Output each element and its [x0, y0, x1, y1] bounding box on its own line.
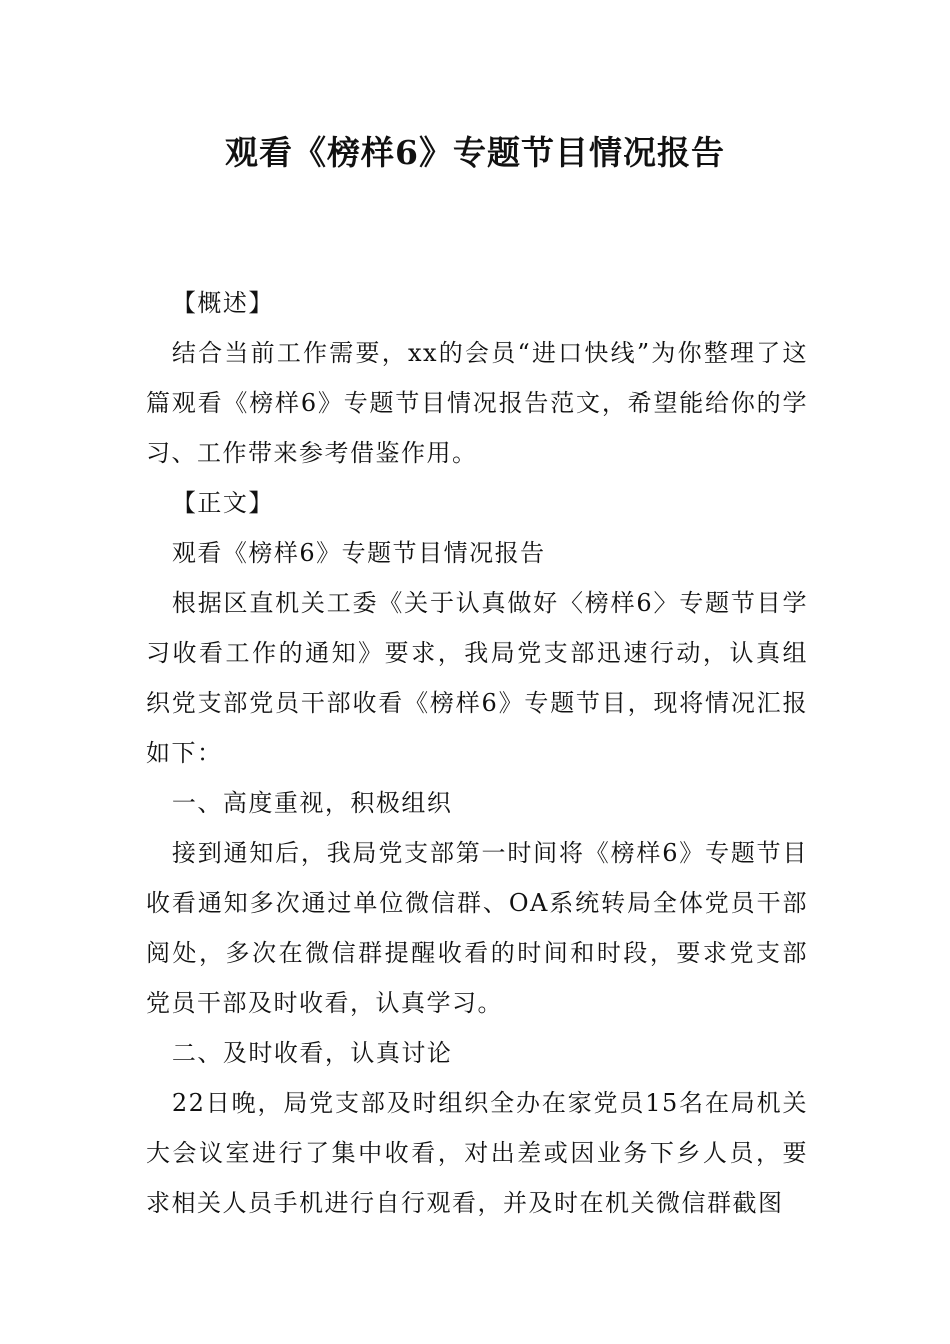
- report-subtitle: 观看《榜样6》专题节目情况报告: [171, 539, 546, 567]
- section-heading-2: 二、及时收看，认真讨论: [171, 1039, 453, 1067]
- section-1-paragraph: 接到通知后，我局党支部第一时间将《榜样6》专题节目收看通知多次通过单位微信群、OA系统转局全体党员干部阅处，多次在微信群提醒收看的时间和时段，要求党支部党员干部及时收看，认真学习。: [146, 839, 808, 1017]
- section-label-overview: 【概述】: [171, 289, 274, 317]
- overview-paragraph: 结合当前工作需要，xx的会员“进口快线”为你整理了这篇观看《榜样6》专题节目情况报告范文，希望能给你的学习、工作带来参考借鉴作用。: [146, 339, 808, 467]
- document-title: 观看《榜样6》专题节目情况报告: [225, 133, 725, 172]
- section-2-paragraph: 22日晚，局党支部及时组织全办在家党员15名在局机关大会议室进行了集中收看，对出差或因业务下乡人员，要求相关人员手机进行自行观看，并及时在机关微信群截图: [146, 1089, 808, 1217]
- document-body: [146, 278, 808, 1228]
- section-heading-1: 一、高度重视，积极组织: [171, 789, 453, 817]
- intro-paragraph: 根据区直机关工委《关于认真做好〈榜样6〉专题节目学习收看工作的通知》要求，我局党支部迅速行动，认真组织党支部党员干部收看《榜样6》专题节目，现将情况汇报如下：: [146, 589, 808, 767]
- section-label-main-text: 【正文】: [171, 489, 274, 517]
